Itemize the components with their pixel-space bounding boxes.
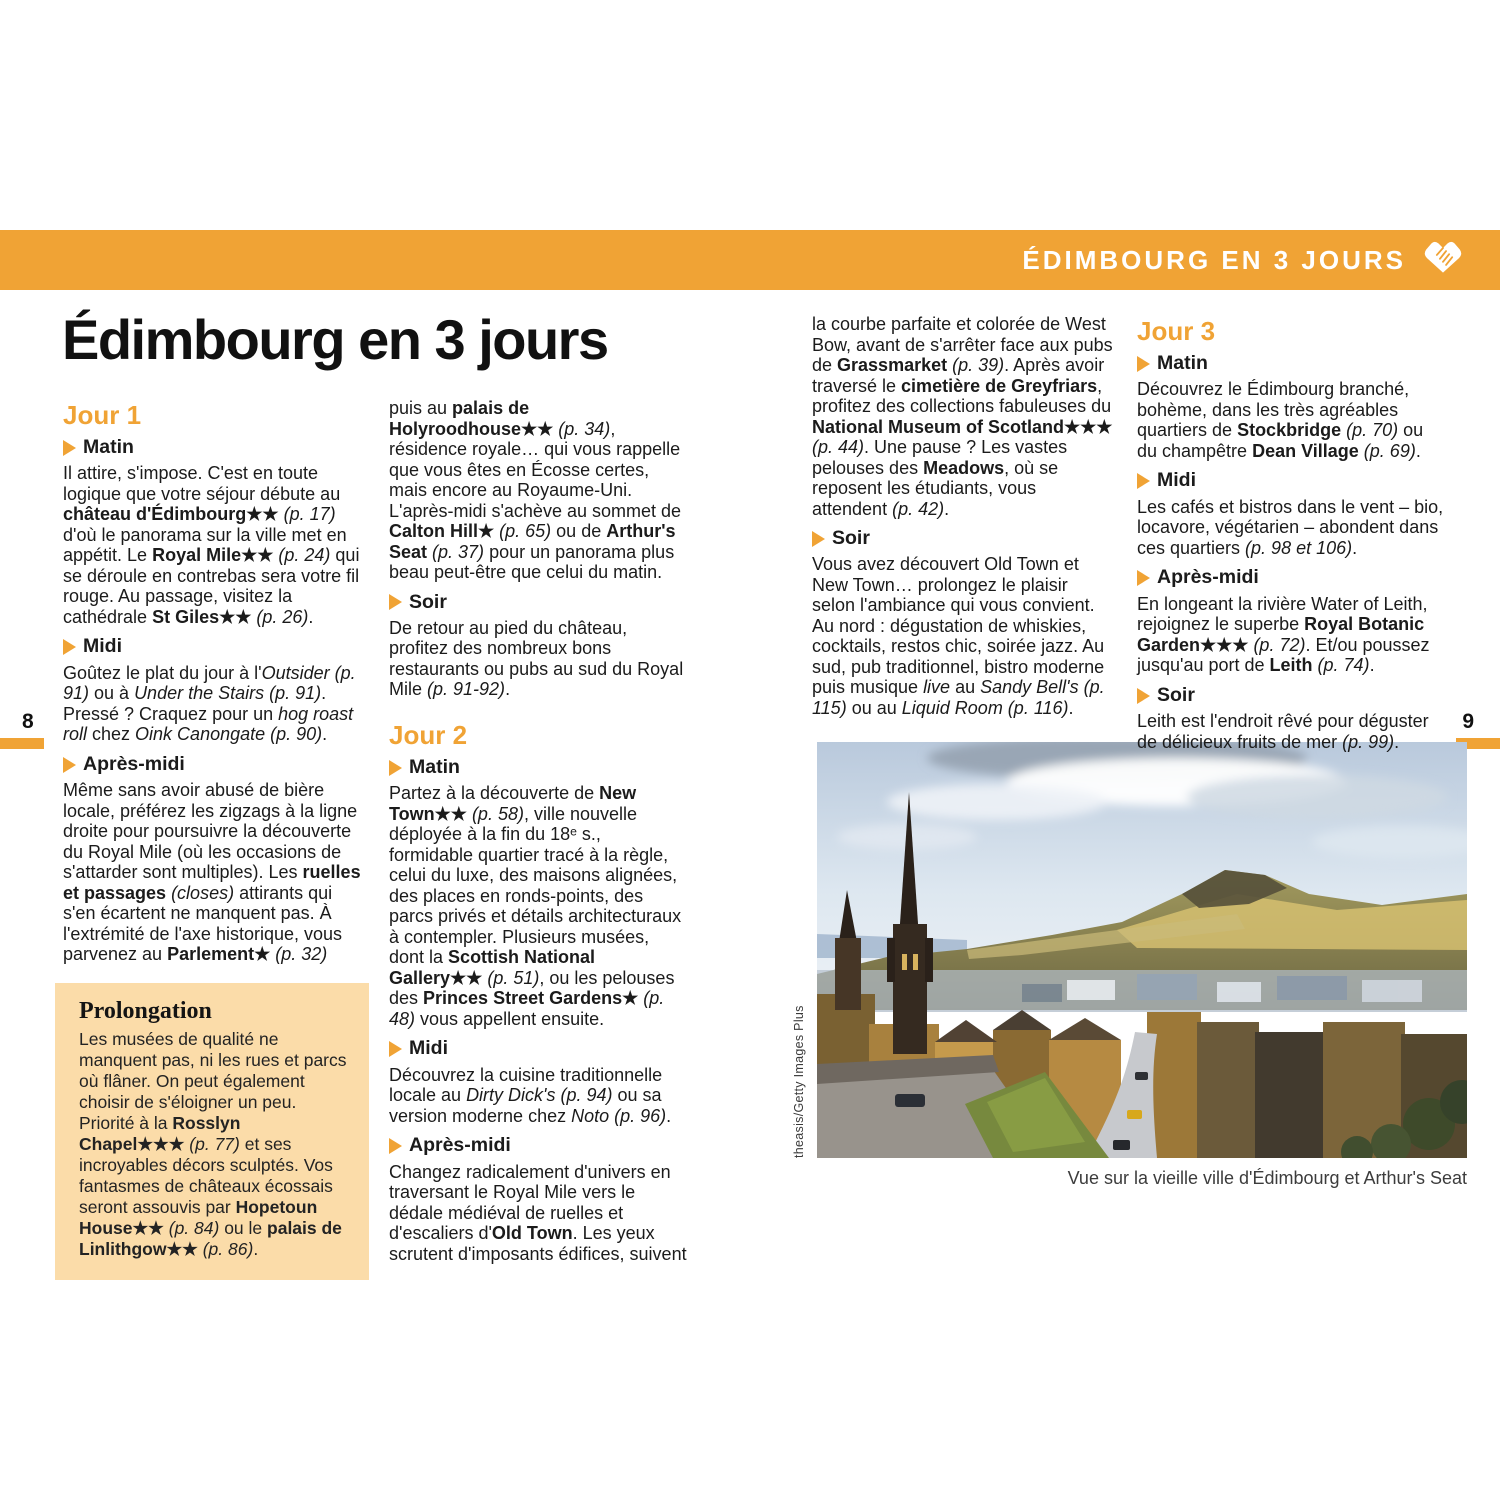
subheading-label: Midi (83, 635, 122, 658)
prolongation-text: Les musées de qualité ne manquent pas, ni les rues et parcs où flâner. On peut également choisir de s'éloigner un peu. Priorité à la Rosslyn Chapel★★★ (p. 77) et ses incroyables décors sculptés. Vos fantasmes de châteaux écossais seront assouvis par Hopetoun House★★ (p. 84) ou le palais de Linlithgow★★ (p. 86). (79, 1029, 347, 1260)
handshake-icon (1420, 239, 1466, 282)
time-subheading (389, 592, 689, 613)
paragraph: puis au palais de Holyroodhouse★★ (p. 34), résidence royale… qui vous rappelle que vous êtes en Écosse certes, mais encore au Royaume-Uni. L'après-midi s'achève au sommet de Calton Hill★ (p. 65) ou de Arthur's Seat (p. 37) pour un panorama plus beau peut-être que celui du matin. (389, 398, 682, 582)
subheading-label: Soir (409, 590, 447, 613)
time-subheading (1137, 685, 1445, 706)
column-1 (63, 398, 363, 1280)
time-subheading (1137, 567, 1445, 588)
paragraph: Leith est l'endroit rêvé pour déguster de délicieux fruits de mer (p. 99). (1137, 711, 1429, 752)
subheading-label: Midi (409, 1037, 448, 1060)
paragraph: De retour au pied du château, profitez des nombreux bons restaurants ou pubs au sud du Royal Mile (p. 91-92). (389, 617, 684, 700)
day-heading: Jour 2 (389, 719, 468, 750)
prolongation-box (55, 983, 369, 1281)
time-subheading (1137, 353, 1445, 374)
triangle-bullet-icon (1137, 570, 1150, 586)
time-subheading (812, 528, 1114, 549)
edinburgh-photo-illustration (817, 742, 1467, 1158)
triangle-bullet-icon (63, 757, 76, 773)
paragraph: Découvrez la cuisine traditionnelle locale au Dirty Dick's (p. 94) ou sa version moderne chez Noto (p. 96). (389, 1064, 672, 1126)
time-subheading (389, 1135, 689, 1156)
time-subheading (63, 437, 363, 458)
paragraph: Changez radicalement d'univers en traversant le Royal Mile vers le dédale médiéval de ruelles et d'escaliers d'Old Town. Les yeux scrutent d'imposants édifices, suivent (389, 1161, 687, 1264)
column-4 (1137, 314, 1445, 758)
page-corner-bar-left (0, 738, 44, 749)
page-number-left: 8 (22, 710, 34, 733)
subheading-label: Matin (409, 755, 460, 778)
time-subheading (389, 1038, 689, 1059)
subheading-label: Après-midi (409, 1134, 511, 1157)
subheading-label: Soir (1157, 683, 1195, 706)
time-subheading (389, 757, 689, 778)
subheading-label: Après-midi (1157, 566, 1259, 589)
edinburgh-photo (817, 742, 1467, 1158)
paragraph: Vous avez découvert Old Town et New Town… prolongez le plaisir selon l'ambiance qui vous convient. Au nord : dégustation de whiskies, cocktails, restos chic, soirée jazz. Au sud, pub traditionnel, bistro moderne puis musique live au Sandy Bell's (p. 115) ou au Liquid Room (p. 116). (812, 554, 1105, 718)
paragraph: Même sans avoir abusé de bière locale, préférez les zigzags à la ligne droite pour poursuivre la découverte du Royal Mile (où les occasions de s'attarder sont multiples). Les ruelles et passages (closes) attirants qui s'en écartent ne manquent pas. À l'extrémité de l'axe historique, vous parvenez au Parlement★ (p. 32) (63, 780, 361, 965)
triangle-bullet-icon (389, 1041, 402, 1057)
subheading-label: Matin (1157, 352, 1208, 374)
triangle-bullet-icon (389, 594, 402, 610)
page-title: Édimbourg en 3 jours (62, 308, 608, 371)
time-subheading (1137, 470, 1445, 491)
day-heading: Jour 1 (63, 400, 142, 430)
subheading-label: Soir (832, 527, 870, 549)
triangle-bullet-icon (1137, 688, 1150, 704)
triangle-bullet-icon (1137, 356, 1150, 372)
subheading-label: Après-midi (83, 752, 185, 775)
page-number-right: 9 (1462, 710, 1474, 733)
paragraph: Goûtez le plat du jour à l'Outsider (p. 91) ou à Under the Stairs (p. 91). Pressé ? Craquez pour un hog roast roll chez Oink Canongate (p. 90). (63, 662, 356, 745)
triangle-bullet-icon (1137, 473, 1150, 489)
column-2 (389, 398, 689, 1270)
triangle-bullet-icon (389, 1138, 402, 1154)
photo-credit: theasis/Getty Images Plus (792, 1005, 806, 1158)
paragraph: En longeant la rivière Water of Leith, rejoignez le superbe Royal Botanic Garden★★★ (p. 72). Et/ou poussez jusqu'au port de Leith (p. 74). (1137, 593, 1430, 676)
triangle-bullet-icon (63, 639, 76, 655)
paragraph: la courbe parfaite et colorée de West Bow, avant de s'arrêter face aux pubs de Grassmarket (p. 39). Après avoir traversé le cimetière de Greyfriars, profitez des collections fabuleuses du National Museum of Scotland★★★ (p. 44). Une pause ? Les vastes pelouses des Meadows, où se reposent les étudiants, vous attendent (p. 42). (812, 314, 1113, 519)
paragraph: Découvrez le Édimbourg branché, bohème, dans les très agréables quartiers de Stockbridge (p. 70) ou du champêtre Dean Village (p. 69). (1137, 379, 1424, 461)
section-header-label: ÉDIMBOURG EN 3 JOURS (1022, 244, 1406, 275)
paragraph: Partez à la découverte de New Town★★ (p. 58), ville nouvelle déployée à la fin du 18ᵉ s., formidable quartier tracé à la règle, celui du luxe, des maisons alignées, des places en ronds-points, des parcs privés et détails architecturaux à contempler. Plusieurs musées, dont la Scottish National Gallery★★ (p. 51), ou les pelouses des Princes Street Gardens★ (p. 48) vous appellent ensuite. (389, 783, 682, 1029)
triangle-bullet-icon (389, 760, 402, 776)
section-header-bar (0, 230, 1500, 290)
prolongation-title: Prolongation (79, 997, 212, 1024)
paragraph: Il attire, s'impose. C'est en toute logique que votre séjour débute au château d'Édimbourg★★ (p. 17) d'où le panorama sur la ville met en appétit. Le Royal Mile★★ (p. 24) qui se déroule en contrebas sera votre fil rouge. Au passage, visitez la cathédrale St Giles★★ (p. 26). (63, 463, 360, 627)
paragraph: Les cafés et bistros dans le vent – bio, locavore, végétarien – abondent dans ces quartiers (p. 98 et 106). (1137, 496, 1444, 558)
triangle-bullet-icon (812, 531, 825, 547)
photo-caption: Vue sur la vieille ville d'Édimbourg et Arthur's Seat (1067, 1168, 1467, 1188)
subheading-label: Matin (83, 436, 134, 458)
subheading-label: Midi (1157, 469, 1196, 492)
time-subheading (63, 754, 363, 775)
day-heading: Jour 3 (1137, 316, 1216, 346)
time-subheading (63, 636, 363, 657)
column-3 (812, 314, 1114, 724)
triangle-bullet-icon (63, 440, 76, 456)
